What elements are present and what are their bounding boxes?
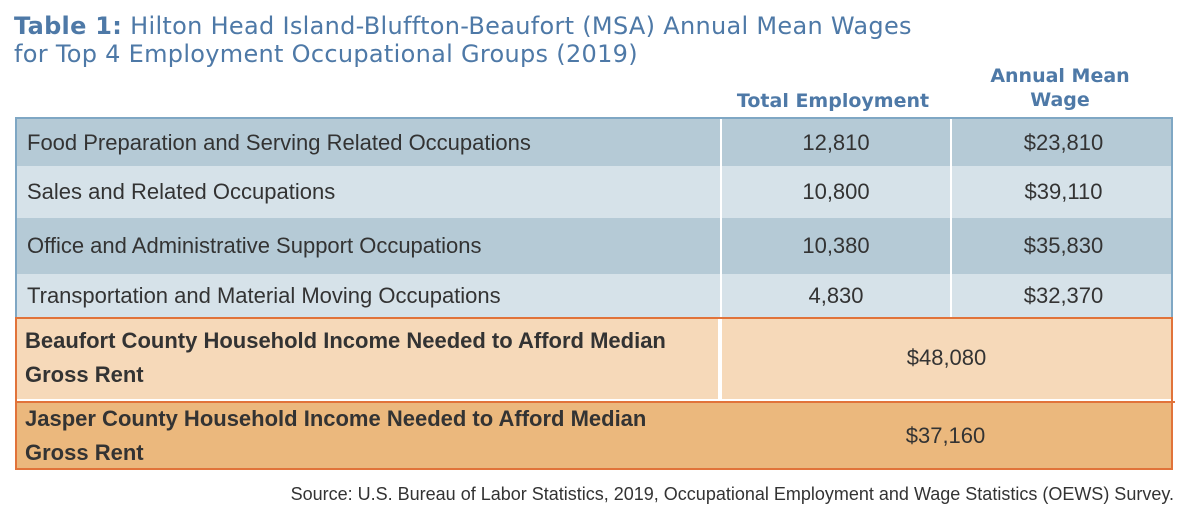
table-title-lead: Table 1: [14, 12, 123, 40]
affordability-value: $48,080 [718, 317, 1173, 399]
affordability-value: $37,160 [905, 422, 986, 448]
column-header-wage: Annual Mean Wage [990, 65, 1130, 111]
wage-cell: $39,110 [950, 166, 1175, 218]
table-title [14, 12, 914, 68]
employment-cell: 10,800 [720, 166, 950, 218]
column-header-employment: Total Employment [736, 90, 930, 112]
occupation-cell: Transportation and Material Moving Occupations [27, 282, 501, 308]
source-note: Source: U.S. Bureau of Labor Statistics, 2019, Occupational Employment and Wage Statistics (OEWS) Survey. [290, 484, 1174, 504]
affordability-row-jasper [15, 401, 1173, 470]
wage-table [15, 117, 1173, 470]
wage-cell: $23,810 [950, 119, 1175, 166]
wage-cell: $32,370 [950, 274, 1175, 317]
table-title-text: Hilton Head Island-Bluffton-Beaufort (MSA) Annual Mean Wages for Top 4 Employment Occupational Groups (2019) [14, 12, 912, 68]
employment-cell: 4,830 [720, 274, 950, 317]
occupation-cell: Food Preparation and Serving Related Occupations [27, 129, 531, 155]
table-row [15, 218, 1173, 274]
affordability-label [15, 401, 718, 470]
employment-cell: 10,380 [720, 218, 950, 274]
affordability-label-text: Jasper County Household Income Needed to Afford Median Gross Rent [25, 405, 647, 465]
employment-cell: 12,810 [720, 119, 950, 166]
occupation-cell: Office and Administrative Support Occupations [27, 233, 482, 258]
affordability-label-text: Beaufort County Household Income Needed to Afford Median Gross Rent [25, 328, 666, 387]
table-row [15, 166, 1173, 218]
table-row [15, 117, 1173, 166]
table-row [15, 274, 1173, 317]
affordability-label [15, 317, 718, 399]
occupation-cell: Sales and Related Occupations [27, 179, 336, 204]
wage-cell: $35,830 [950, 218, 1175, 274]
affordability-row-beaufort [15, 317, 1173, 399]
